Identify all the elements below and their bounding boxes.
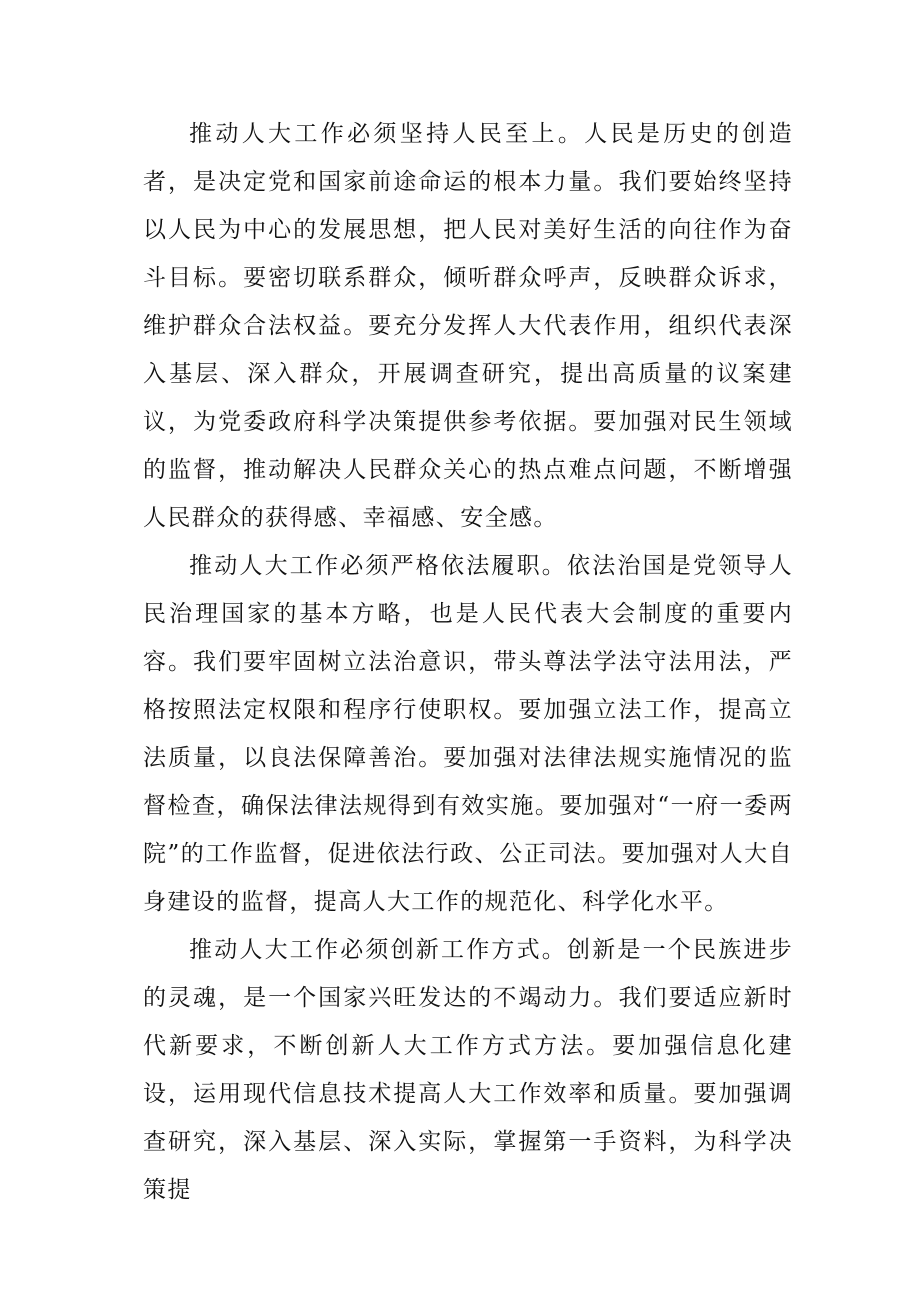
paragraph-innovation: 推动人大工作必须创新工作方式。创新是一个民族进步的灵魂，是一个国家兴旺发达的不竭动力。我们要适应新时代新要求，不断创新人大工作方式方法。要加强信息化建设，运用现代信息技术提高人大工作效率和质量。要加强调查研究，深入基层、深入实际，掌握第一手资料，为科学决策提 [143, 937, 793, 1203]
paragraph-rule-of-law: 推动人大工作必须严格依法履职。依法治国是党领导人民治理国家的基本方略，也是人民代表大会制度的重要内容。我们要牢固树立法治意识，带头尊法学法守法用法，严格按照法定权限和程序行使职权。要加强立法工作，提高立法质量，以良法保障善治。要加强对法律法规实施情况的监督检查，确保法律法规得到有效实施。要加强对“一府一委两院”的工作监督，促进依法行政、公正司法。要加强对人大自身建设的监督，提高人大工作的规范化、科学化水平。 [143, 553, 793, 915]
paragraph-people-first: 推动人大工作必须坚持人民至上。人民是历史的创造者，是决定党和国家前途命运的根本力量。我们要始终坚持以人民为中心的发展思想，把人民对美好生活的向往作为奋斗目标。要密切联系群众，倾听群众呼声，反映群众诉求，维护群众合法权益。要充分发挥人大代表作用，组织代表深入基层、深入群众，开展调查研究，提出高质量的议案建议，为党委政府科学决策提供参考依据。要加强对民生领域的监督，推动解决人民群众关心的热点难点问题，不断增强人民群众的获得感、幸福感、安全感。 [143, 121, 793, 531]
document-body [143, 110, 793, 1214]
